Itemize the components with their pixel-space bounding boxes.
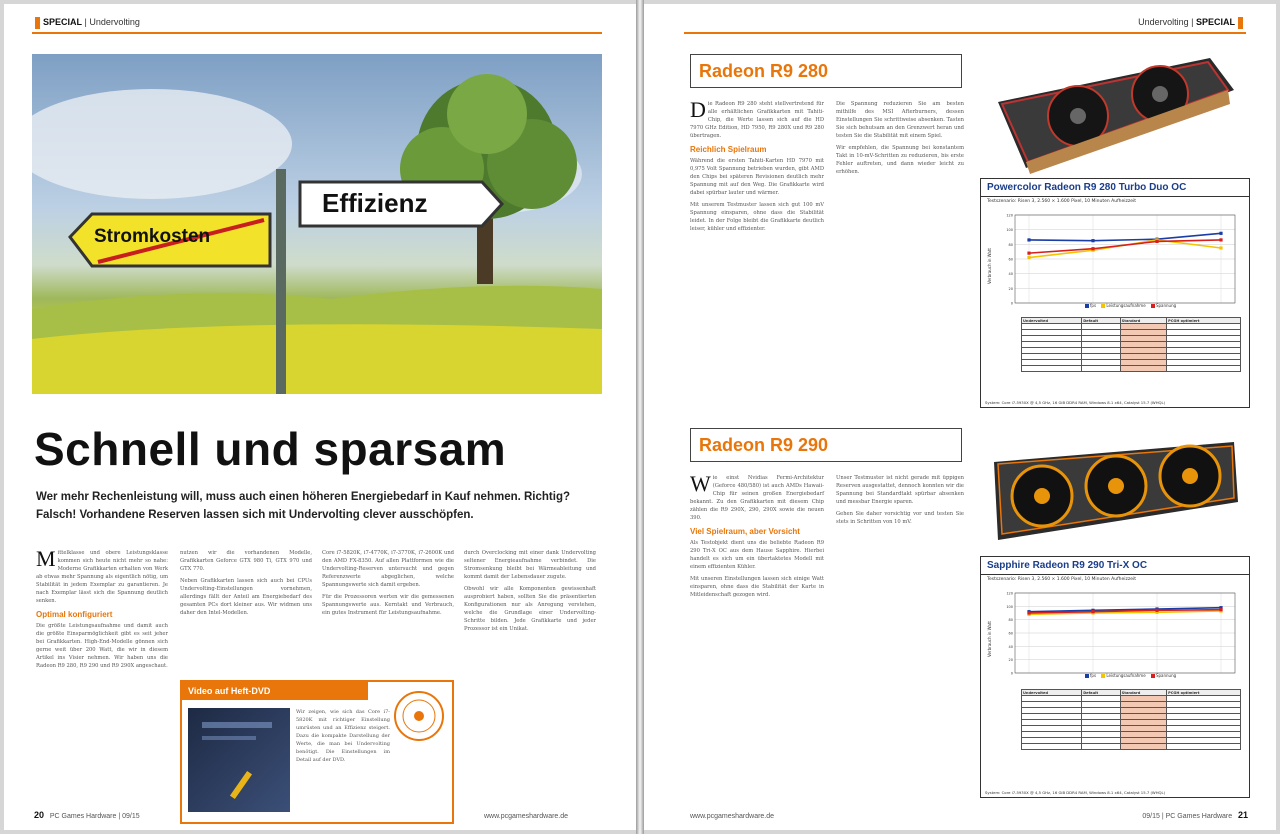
chart2-legend	[1081, 673, 1176, 678]
chart1-box	[980, 178, 1250, 408]
card2-paragraph-3: Mit unseren Einstellungen lassen sich einige Watt einsparen, ohne dass die Stabilität der Karte in Mitleidenschaft gezogen wird.	[690, 576, 824, 598]
table-row	[1022, 744, 1241, 750]
card2-subhead: Viel Spielraum, aber Vorsicht	[690, 527, 800, 536]
y-tick-label: 60	[1008, 631, 1013, 636]
y-tick-label: 120	[1006, 213, 1013, 218]
data-point	[1219, 608, 1222, 611]
chart1-series	[1027, 232, 1222, 259]
col2-paragraph-1: nutzen wir die vorhandenen Modelle, Grafikkarten Geforce GTX 980 Ti, GTX 970 und GTX 770.	[180, 550, 312, 572]
y-tick-label: 0	[1010, 301, 1013, 306]
data-point	[1027, 252, 1030, 255]
chart2-legend-power: Leistungsaufnahme	[1106, 673, 1146, 678]
chart2-system-line: System: Core i7-5930X @ 4,5 GHz, 16 GiB DDR4 RAM, Windows 8.1 x64, Catalyst 15.7 (WHQL)	[985, 790, 1166, 795]
data-point	[1091, 610, 1094, 613]
signpost-pole	[276, 169, 286, 394]
data-point	[1091, 239, 1094, 242]
card1-paragraph-2: Während die ersten Tahiti-Karten HD 7970 mit 0,975 Volt Spannung betrieben wurden, gibt AMD den Chips bei späteren Revisionen deutlich mehr Spannung mit auf den Weg. Die Grafikkarte wird dabei spürbar lauter und wärmer.	[690, 158, 824, 196]
header-rule	[32, 32, 602, 34]
col1-subhead: Optimal konfiguriert	[36, 610, 113, 619]
chart1-th-3: Standard	[1120, 318, 1166, 324]
card2-column-1	[690, 471, 824, 603]
dvd-info-box	[180, 680, 454, 824]
chart1-title: Powercolor Radeon R9 280 Turbo Duo OC	[981, 179, 1249, 197]
chart2-th-2: Default	[1082, 690, 1120, 696]
article-lead: Wer mehr Rechenleistung will, muss auch einen höheren Energiebedarf in Kauf nehmen. Richtig? Falsch! Vorhandene Reserven lassen sich mit Undervolting clever ausschöpfen.	[36, 491, 570, 521]
body-column-1	[36, 546, 168, 674]
card2-title: Radeon R9 290	[690, 428, 962, 462]
card2-dropcap: W	[690, 471, 711, 496]
chart2-grid	[1006, 592, 1235, 676]
chart1-th-1: Undervolted	[1022, 318, 1082, 324]
chart2-box	[980, 556, 1250, 798]
chart1-table	[1021, 317, 1241, 372]
card1-column-2	[836, 100, 964, 180]
card1-subhead: Reichlich Spielraum	[690, 145, 767, 154]
left-magazine-info: PC Games Hardware | 09/15	[49, 813, 140, 820]
dvd-box-text: Wir zeigen, wie sich das Core i7-5820K mit richtiger Einstellung umrüsten und an Effizienz steigert. Dazu die kompakte Darstellung der Werte, die man bei Undervolting benötigt. Die Einstellungen im Detail auf der DVD.	[296, 709, 390, 763]
right-magazine-info: 09/15 | PC Games Hardware	[1142, 813, 1233, 820]
y-tick-label: 100	[1006, 604, 1013, 609]
series-line-spannung	[1029, 240, 1221, 253]
hero-photo	[32, 54, 602, 394]
y-tick-label: 100	[1006, 228, 1013, 233]
chart1-subtitle: Testszenario: Risen 3, 2.560 × 1.600 Pixel, 10 Minuten Aufheizzeit	[987, 199, 1137, 204]
header-marker	[35, 17, 40, 29]
col1-paragraph-1: ittelklasse und obere Leistungsklasse kommen sich heute nicht mehr so nahe: Moderne Grafikkarten erhalten von Werk ab etwas mehr Spannung als eigentlich nötig, um Stabilität in jedem Exemplar zu garantieren. Je nach Exemplar lässt sich die Spannung deutlich senken.	[36, 550, 168, 604]
right-page-number: 21	[1237, 810, 1248, 820]
card2-paragraph-4: Unser Testmuster ist nicht gerade mit üppigen Reserven ausgestattet, dennoch konnten wir die Spannung bei Standardtakt spürbar absenken und messbar Energie sparen.	[836, 475, 964, 505]
y-tick-label: 80	[1008, 242, 1013, 247]
header-marker	[1238, 17, 1243, 29]
chart1-grid	[1006, 214, 1235, 306]
data-point	[1027, 238, 1030, 241]
tree	[400, 74, 577, 284]
left-sign-text: Stromkosten	[94, 226, 211, 247]
dvd-video-thumbnail[interactable]	[188, 708, 290, 812]
y-tick-label: 40	[1008, 272, 1013, 277]
header-section: SPECIAL	[1195, 17, 1235, 27]
series-line-leistungsaufnahme	[1029, 240, 1221, 258]
left-footer-url[interactable]: www.pcgameshardware.de	[484, 813, 569, 820]
chart1-plot	[985, 211, 1245, 311]
left-page-header: SPECIAL | Undervolting	[32, 12, 140, 32]
card1-dropcap: D	[690, 97, 706, 122]
col4-paragraph-1: durch Overclocking mit einer dank Undervolting seltener Energieaufnahme verbindet. Die Stromsenkung bleibt bei Wärmeableitung und kommt damit der Lebensdauer zugute.	[464, 550, 596, 580]
data-point	[1219, 232, 1222, 235]
chart1-system-line: System: Core i7-5930X @ 4,5 GHz, 16 GiB DDR4 RAM, Windows 8.1 x64, Catalyst 15.7 (WHQL)	[985, 400, 1166, 405]
left-page	[4, 4, 636, 830]
y-tick-label: 20	[1008, 658, 1013, 663]
series-line-fps	[1029, 233, 1221, 240]
header-rule	[684, 32, 1246, 34]
card1-column-1	[690, 97, 824, 237]
chart2-plot	[985, 589, 1245, 681]
header-section: SPECIAL	[43, 17, 83, 27]
chart2-legend-voltage: Spannung	[1155, 673, 1177, 678]
body-column-2	[180, 549, 312, 621]
body-column-4	[464, 549, 596, 637]
col2-paragraph-2: Neben Grafikkarten lassen sich auch bei CPUs Undervolting-Einstellungen vornehmen, allerdings fällt der Anteil am Energiebedarf des gesamten PCs dort kleiner aus. Wir widmen uns daher den Intel-Modellen.	[180, 578, 312, 616]
card2-paragraph-5: Gehen Sie daher vorsichtig vor und testen Sie stets in Schritten von 10 mV.	[836, 511, 964, 525]
chart1-legend-fps: fps	[1090, 303, 1097, 308]
body-column-3	[322, 549, 454, 621]
right-footer-url[interactable]: www.pcgameshardware.de	[690, 813, 775, 820]
card1-title: Radeon R9 280	[690, 54, 962, 88]
hero-illustration	[32, 54, 602, 394]
data-point	[1219, 238, 1222, 241]
y-tick-label: 0	[1010, 671, 1013, 676]
chart2-th-1: Undervolted	[1022, 690, 1082, 696]
chart1-th-2: Default	[1082, 318, 1120, 324]
col3-paragraph-1: Core i7-5820K, i7-4770K, i7-3770K, i7-2600K und den AMD FX-8350. Auf allen Plattformen wie die Undervolting-Reserven untersucht und gegen Referenzwerte abgeglichen, welche Spannungswerte sich damit ergeben.	[322, 550, 454, 588]
chart2-subtitle: Testszenario: Risen 3, 2.560 × 1.600 Pixel, 10 Minuten Aufheizzeit	[987, 577, 1137, 582]
header-topic: Undervolting	[1138, 17, 1189, 27]
y-tick-label: 60	[1008, 257, 1013, 262]
header-topic: Undervolting	[89, 17, 140, 27]
dvd-box-heading: Video auf Heft-DVD	[182, 682, 368, 700]
data-point	[1027, 256, 1030, 259]
chart2-th-3: Standard	[1120, 690, 1166, 696]
data-point	[1027, 611, 1030, 614]
col1-paragraph-2: Die größte Leistungsaufnahme und damit auch die größte Einsparmöglichkeit gibt es seit jeher bei Grafikkarten. High-End-Modelle gönnen sich gerne weit über 200 Watt, die wir in diesem Artikel ins Visier nehmen. Wir haben uns die Radeon R9 280, R9 290 und R9 290X angeschaut.	[36, 623, 168, 669]
chart2-th-4: PCGH optimiert	[1167, 690, 1241, 696]
card1-paragraph-4: Die Spannung reduzieren Sie am besten mithilfe des MSI Afterburners, dessen Einstellungen Sie schrittweise absenken. Tasten Sie sich behutsam an den Grenzwert heran und testen Sie die Stabilität mit einem Spiel.	[836, 101, 964, 139]
chart2-legend-fps: fps	[1090, 673, 1097, 678]
data-point	[1155, 240, 1158, 243]
chart2-table	[1021, 689, 1241, 750]
left-page-number: 20	[34, 810, 45, 820]
data-point	[1219, 246, 1222, 249]
y-tick-label: 40	[1008, 644, 1013, 649]
left-page-footer	[34, 810, 140, 820]
dvd-disc-icon	[394, 686, 444, 756]
chart2-title: Sapphire Radeon R9 290 Tri-X OC	[981, 557, 1249, 575]
y-tick-label: 120	[1006, 591, 1013, 596]
chart1-ylabel: Verbrauch in Watt	[987, 248, 992, 284]
card1-paragraph-1: ie Radeon R9 280 steht stellvertretend für alle erhältlichen Grafikkarten mit Tahiti-Chip, die Werte lassen sich auf die HD 7970 GHz Edition, HD 7950, R9 280X und R9 280 übertragen.	[690, 101, 824, 139]
article-title: Schnell und sparsam	[34, 423, 507, 475]
col3-paragraph-2: Für die Prozessoren werten wir die gemessenen Spannungswerte aus. Kerntakt und Verbrauch, ein gutes Instrument für Leistungsaufnahme.	[322, 594, 454, 616]
right-page-footer	[1142, 810, 1248, 820]
card2-paragraph-1: ie einst Nvidias Fermi-Architektur (Geforce 480/580) ist auch AMDs Hawaii-Chip für seinen großen Energiebedarf bekannt. Zu den Grafikkarten mit diesem Chip zählen die R9 290X, 290, 290X sowie die neuen 390.	[690, 475, 824, 521]
y-tick-label: 80	[1008, 618, 1013, 623]
r9-290-graphics-card-photo	[988, 432, 1242, 548]
right-page	[644, 4, 1276, 830]
r9-280-graphics-card-photo	[990, 50, 1240, 176]
card1-paragraph-5: Wir empfehlen, die Spannung bei konstantem Takt in 10-mV-Schritten zu reduzieren, bis erste Fehler auftreten, und dann wieder leicht zu erhöhen.	[836, 145, 964, 175]
dropcap: M	[36, 546, 56, 571]
chart1-legend-voltage: Spannung	[1155, 303, 1177, 308]
chart1-legend	[1081, 303, 1176, 308]
chart1-th-4: PCGH optimiert	[1167, 318, 1241, 324]
card1-paragraph-3: Mit unserem Testmuster lassen sich gut 100 mV Spannung einsparen, ohne dass die Stabilität leidet. In der Folge bleibt die Grafikkarte deutlich leiser, kühler und effizienter.	[690, 202, 824, 232]
y-tick-label: 20	[1008, 286, 1013, 291]
chart2-ylabel: Verbrauch in Watt	[987, 621, 992, 657]
data-point	[1091, 247, 1094, 250]
right-page-header: Undervolting | SPECIAL	[1138, 12, 1246, 32]
data-point	[1155, 609, 1158, 612]
chart2-series	[1027, 606, 1222, 616]
card2-paragraph-2: Als Testobjekt dient uns die beliebte Radeon R9 290 Tri-X OC aus dem Hause Sapphire. Hierbei handelt es sich um ein übertaktetes Modell mit einem effizienten Kühler.	[690, 540, 824, 570]
right-sign-text: Effizienz	[322, 188, 428, 218]
chart1-legend-power: Leistungsaufnahme	[1106, 303, 1146, 308]
table-row	[1022, 366, 1241, 372]
col4-paragraph-2: Obwohl wir alle Komponenten gewissenhaft ausprobiert haben, sollten Sie die präsentierten Konfigurationen nur als Anregung verstehen, welche die Grundlage einer Undervolting-Schritte bilden. Jede Grafikkarte und jeder Prozessor ist ein Unikat.	[464, 586, 596, 632]
spread-gutter	[636, 0, 644, 834]
card2-column-2	[836, 474, 964, 530]
